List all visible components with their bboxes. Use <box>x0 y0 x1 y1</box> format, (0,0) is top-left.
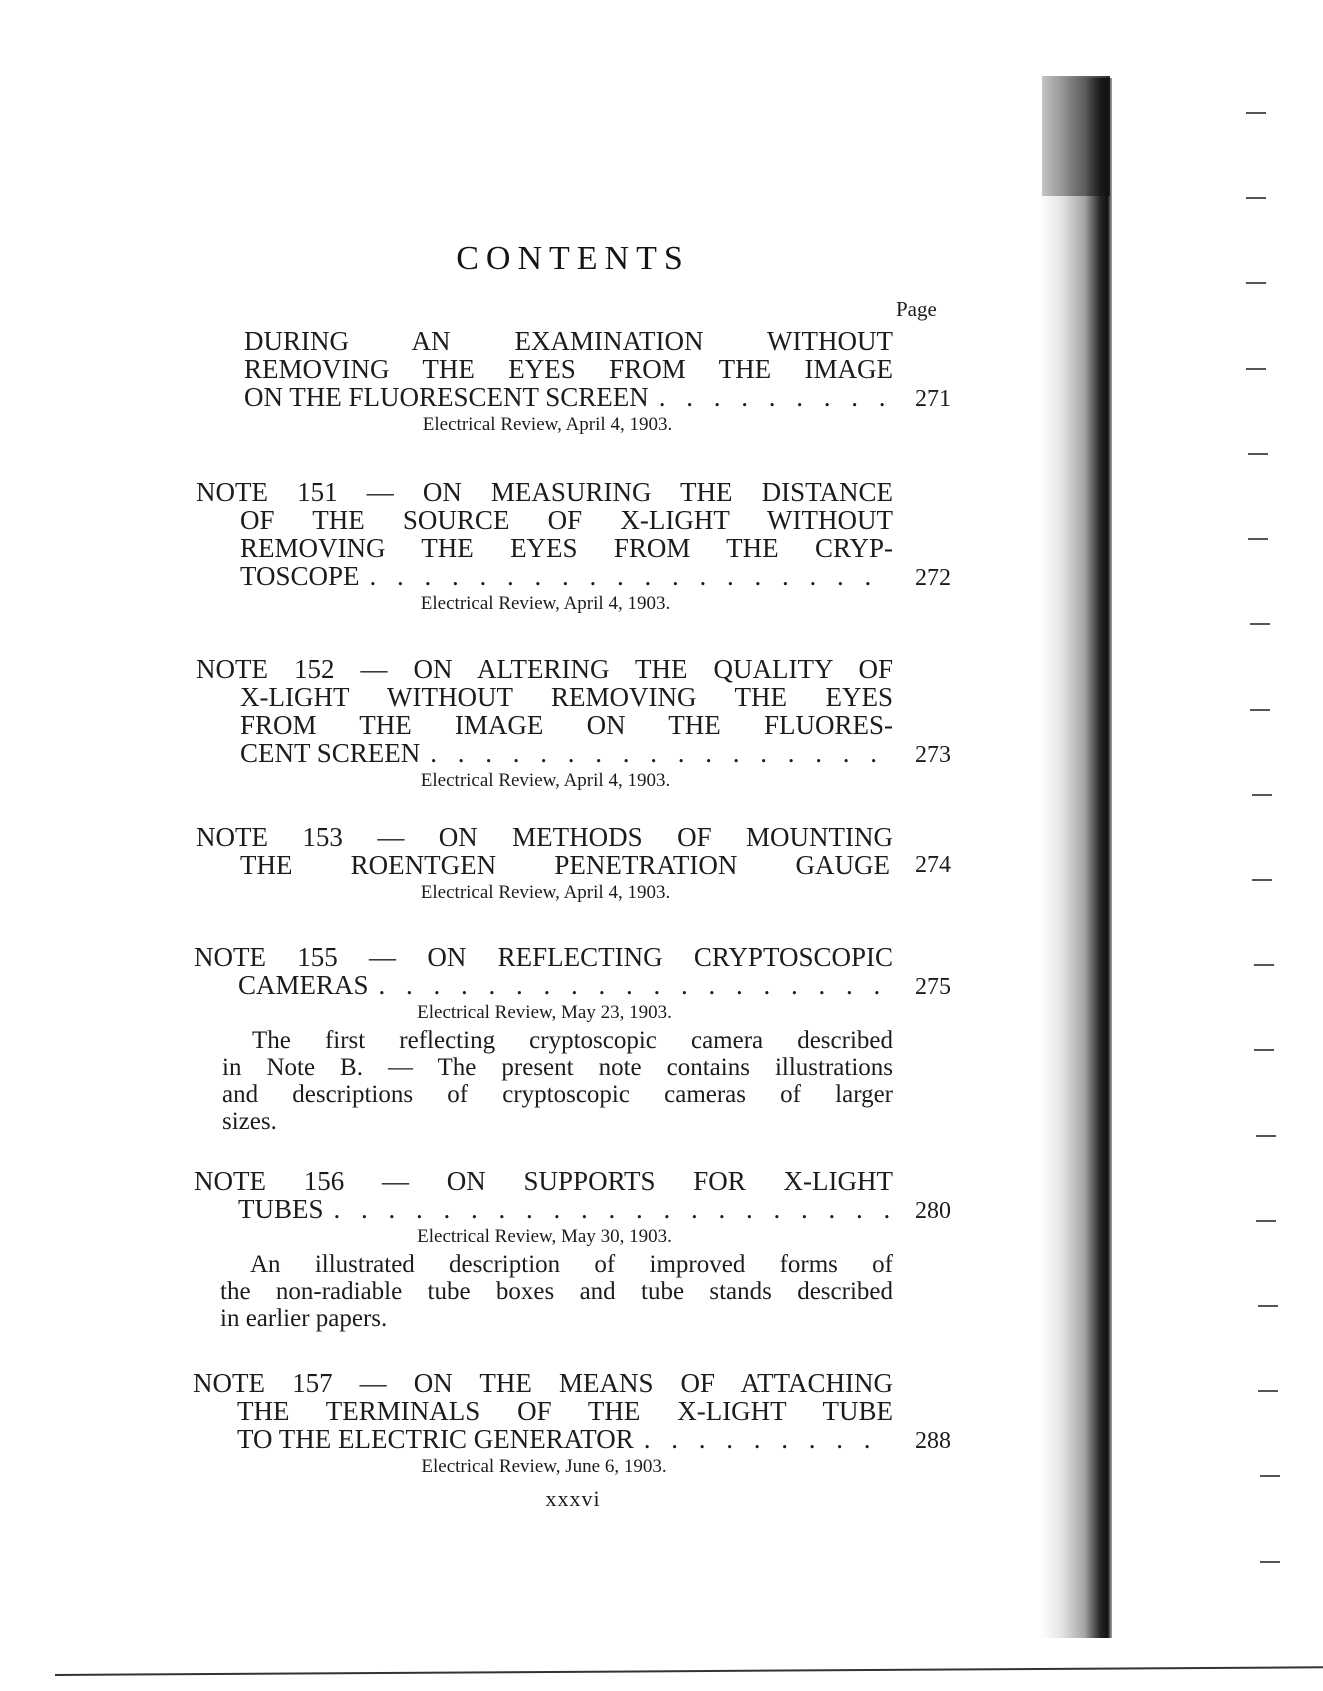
page-number: 272 <box>915 565 951 591</box>
page-edge-mark <box>1250 623 1270 625</box>
page-column-label: Page <box>896 297 937 321</box>
entry-title-line: NOTE 152 — ON ALTERING THE QUALITY OF <box>196 654 893 684</box>
page-edge-mark <box>1246 112 1266 114</box>
page-edge-mark <box>1256 1220 1276 1222</box>
entry-title-line: NOTE 155 — ON REFLECTING CRYPTOSCOPIC <box>194 942 893 972</box>
description-line: An illustrated description of improved forms of <box>250 1251 893 1278</box>
entry-title-line <box>200 383 951 411</box>
entry-source: Electrical Review, April 4, 1903. <box>422 414 673 435</box>
toc-entry <box>196 655 951 793</box>
entry-title-line <box>196 851 951 879</box>
entry-title-line <box>193 1425 951 1453</box>
entry-title-line: REMOVING THE EYES FROM THE CRYP- <box>240 533 893 563</box>
page-edge-mark <box>1254 1049 1274 1051</box>
page-number: 275 <box>915 974 951 1000</box>
entry-source: Electrical Review, June 6, 1903. <box>421 1456 667 1477</box>
page-edge-mark <box>1258 1390 1278 1392</box>
entry-title-line: NOTE 151 — ON MEASURING THE DISTANCE <box>196 477 893 507</box>
toc-entry <box>196 478 951 616</box>
description-line: the non-radiable tube boxes and tube stands described <box>220 1278 893 1305</box>
description-line: and descriptions of cryptoscopic cameras of larger <box>222 1081 893 1108</box>
entry-title-line: OF THE SOURCE OF X-LIGHT WITHOUT <box>240 505 893 535</box>
entry-title-text: ON THE FLUORESCENT SCREEN <box>244 382 649 412</box>
toc-entry <box>194 943 951 1135</box>
toc-entry <box>193 1369 951 1479</box>
page-number: 280 <box>915 1198 951 1224</box>
entry-title-text: TOSCOPE <box>240 561 360 591</box>
entry-title-line: NOTE 153 — ON METHODS OF MOUNTING <box>196 822 893 852</box>
entry-title-text: CENT SCREEN <box>240 738 421 768</box>
entry-title-text: CAMERAS <box>238 970 369 1000</box>
page-number: 271 <box>915 386 951 412</box>
description-line: The first reflecting cryptoscopic camera described <box>252 1027 893 1054</box>
dot-leader <box>379 971 893 999</box>
entry-title-line: NOTE 156 — ON SUPPORTS FOR X-LIGHT <box>194 1166 893 1196</box>
page-edge-mark <box>1248 538 1268 540</box>
entry-source: Electrical Review, April 4, 1903. <box>420 770 671 791</box>
entry-description <box>194 1251 951 1332</box>
entry-title-line: THE TERMINALS OF THE X-LIGHT TUBE <box>237 1396 893 1426</box>
page-edge-mark <box>1254 964 1274 966</box>
binding-shadow <box>1040 78 1112 1638</box>
entry-title-line <box>196 562 951 590</box>
toc-entry <box>200 327 951 437</box>
entry-title-line: DURING AN EXAMINATION WITHOUT <box>244 326 893 356</box>
page-edge-mark <box>1260 1561 1280 1563</box>
page-edge-mark <box>1248 453 1268 455</box>
page-folio: xxxvi <box>545 1486 601 1511</box>
page-number: 288 <box>915 1428 951 1454</box>
dot-leader <box>370 562 893 590</box>
page-bottom-edge <box>55 1666 1323 1676</box>
page-number: 274 <box>915 852 951 878</box>
page-edge-mark <box>1246 282 1266 284</box>
page-edge-mark <box>1246 368 1266 370</box>
page-edge-mark <box>1250 709 1270 711</box>
dot-leader <box>659 383 893 411</box>
dot-leader <box>644 1425 893 1453</box>
page-edge-mark <box>1258 1305 1278 1307</box>
page-edge-mark <box>1252 794 1272 796</box>
entry-title-line: X-LIGHT WITHOUT REMOVING THE EYES <box>240 682 893 712</box>
description-line: in Note B. — The present note contains illustrations <box>222 1054 893 1081</box>
dot-leader <box>430 739 893 767</box>
page-edge-mark <box>1252 879 1272 881</box>
entry-source: Electrical Review, May 30, 1903. <box>417 1226 672 1247</box>
toc-entry <box>196 823 951 905</box>
entry-title-text: TO THE ELECTRIC GENERATOR <box>237 1424 634 1454</box>
entry-title-line: NOTE 157 — ON THE MEANS OF ATTACHING <box>193 1368 893 1398</box>
entry-title-line <box>196 739 951 767</box>
entry-title-line <box>194 1195 951 1223</box>
page-edge-mark <box>1246 197 1266 199</box>
entry-title-line: FROM THE IMAGE ON THE FLUORES- <box>240 710 893 740</box>
entry-title-line <box>194 971 951 999</box>
description-line: in earlier papers. <box>220 1305 388 1332</box>
page-edge-mark <box>1256 1135 1276 1137</box>
dot-leader <box>334 1195 893 1223</box>
toc-entry <box>194 1167 951 1332</box>
page-number: 273 <box>915 742 951 768</box>
entry-source: Electrical Review, April 4, 1903. <box>420 882 671 903</box>
entry-title-line: REMOVING THE EYES FROM THE IMAGE <box>244 354 893 384</box>
entry-source: Electrical Review, April 4, 1903. <box>420 593 671 614</box>
entry-title-text: TUBES <box>238 1194 324 1224</box>
entry-title-text: THE ROENTGEN PENETRATION GAUGE <box>240 850 890 880</box>
entry-description <box>194 1027 951 1135</box>
description-line: sizes. <box>222 1108 277 1135</box>
page-edge-mark <box>1260 1475 1280 1477</box>
contents-heading: CONTENTS <box>456 240 690 277</box>
entry-source: Electrical Review, May 23, 1903. <box>417 1002 672 1023</box>
